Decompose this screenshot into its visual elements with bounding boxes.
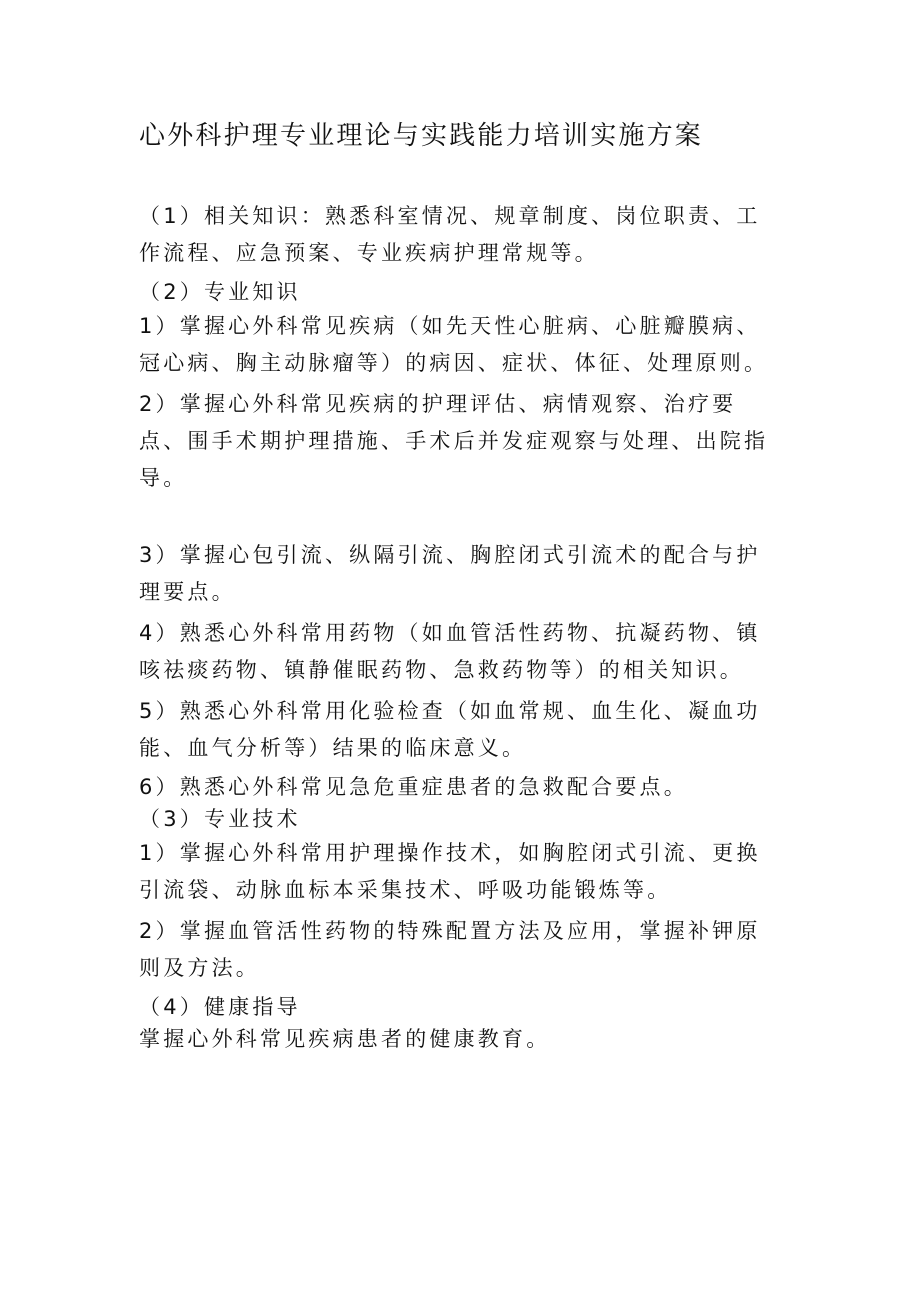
text-line: （1）相关知识：熟悉科室情况、规章制度、岗位职责、工 [139,204,761,228]
text-line: 2）掌握血管活性药物的特殊配置方法及应用，掌握补钾原 [139,919,761,943]
text-line: 作流程、应急预案、专业疾病护理常规等。 [139,241,599,265]
text-line: 则及方法。 [139,956,260,980]
text-line: 1）掌握心外科常见疾病（如先天性心脏病、心脏瓣膜病、 [139,314,761,338]
text-line: 冠心病、胸主动脉瘤等）的病因、症状、体征、处理原则。 [139,351,769,375]
text-line: 掌握心外科常见疾病患者的健康教育。 [139,1027,551,1051]
text-line: 能、血气分析等）结果的临床意义。 [139,736,527,760]
text-line: 引流袋、动脉血标本采集技术、呼吸功能锻炼等。 [139,878,672,902]
paragraph-item-3 [139,537,789,611]
text-line: 咳祛痰药物、镇静催眠药物、急救药物等）的相关知识。 [139,658,744,682]
section-heading-professional-skills [139,803,789,835]
text-line: 1）掌握心外科常用护理操作技术，如胸腔闭式引流、更换 [139,841,761,865]
text-line: （3）专业技术 [139,807,301,831]
text-line: 5）熟悉心外科常用化验检查（如血常规、血生化、凝血功 [139,699,761,723]
text-line: 导。 [139,466,188,490]
paragraph-health-education [139,1023,789,1055]
text-line: 3）掌握心包引流、纵隔引流、胸腔闭式引流术的配合与护 [139,543,761,567]
paragraph-item-2 [139,386,789,497]
paragraph-skill-2 [139,913,789,987]
paragraph-item-6 [139,771,789,803]
text-line: 6）熟悉心外科常见急危重症患者的急救配合要点。 [139,775,688,799]
text-line: 点、围手术期护理措施、手术后并发症观察与处理、出院指 [139,429,769,453]
paragraph-item-5 [139,693,789,767]
document-body [139,198,789,1055]
text-line: 2）掌握心外科常见疾病的护理评估、病情观察、治疗要 [139,392,737,416]
text-line: （4）健康指导 [139,995,301,1019]
document-title: 心外科护理专业理论与实践能力培训实施方案 [139,121,704,151]
text-line: 理要点。 [139,580,236,604]
paragraph-item-1 [139,308,789,382]
section-heading-health-guidance [139,991,789,1023]
paragraph-skill-1 [139,835,789,909]
paragraph-item-4 [139,615,789,689]
section-heading-professional-knowledge [139,276,789,308]
text-line: （2）专业知识 [139,280,301,304]
paragraph-related-knowledge [139,198,789,272]
text-line: 4）熟悉心外科常用药物（如血管活性药物、抗凝药物、镇 [139,621,761,645]
